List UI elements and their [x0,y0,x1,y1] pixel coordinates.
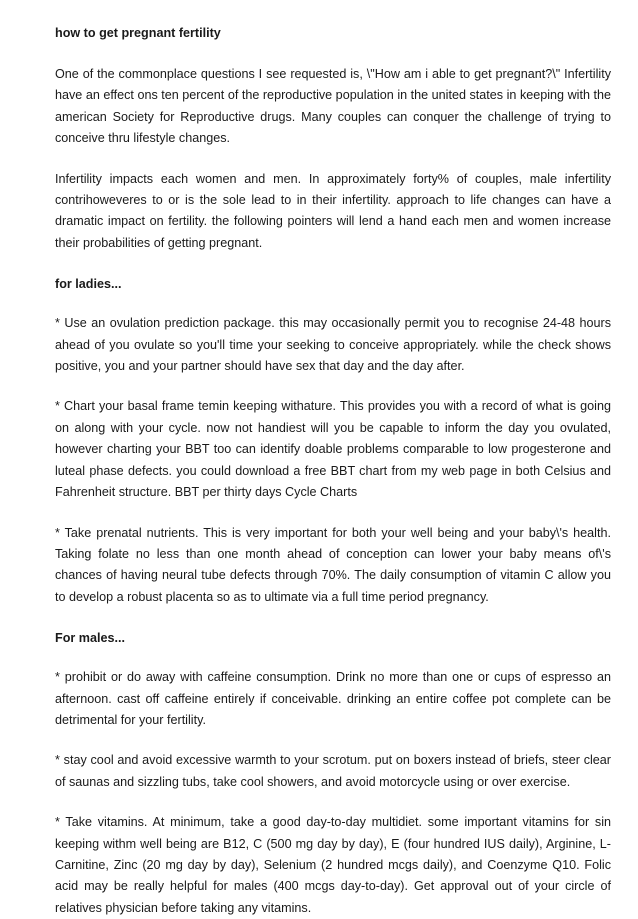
males-item-2: * stay cool and avoid excessive warmth to your scrotum. put on boxers instead of briefs, steer clear of saunas and sizzling tubs, take cool showers, and avoid motorcycle using or over exercise. [55,753,611,789]
spacer [55,793,611,812]
ladies-item-2: * Chart your basal frame temin keeping withature. This provides you with a record of what is going on along with your cycle. now not handiest will you be capable to inform the day you ovulated, however charting your BBT too can identify doable problems comparable to low progesterone and luteal phase defects. you could download a free BBT chart from my web page in both Celsius and Fahrenheit structure. BBT per thirty days Cycle Charts [55,399,611,500]
document-title: how to get pregnant fertility [55,26,221,40]
spacer [55,45,611,64]
ladies-item-1: * Use an ovulation prediction package. this may occasionally permit you to recognise 24-48 hours ahead of you ovulate so you'll time your seeking to conceive appropriately. while the check shows positive, you and your partner should have sex that day and the day after. [55,316,611,374]
spacer [55,296,611,313]
section-heading-males: For males... [55,631,125,646]
section-heading-ladies: for ladies... [55,277,122,292]
intro-paragraph-2: Infertility impacts each women and men. In approximately forty% of couples, male infertility contrihoweveres to or is the sole lead to in their infertility. approach to life changes can have a dramatic impact on fertility. the following pointers will lend a hand each men and women increase their probabilities of getting pregnant. [55,171,611,250]
spacer [55,150,611,169]
males-item-1: * prohibit or do away with caffeine consumption. Drink no more than one or cups of espresso an afternoon. cast off caffeine entirely if conceivable. drinking an entire coffee pot complete can be detrimental for your fertility. [55,670,611,727]
ladies-item-3: * Take prenatal nutrients. This is very important for both your well being and your baby\'s health. Taking folate no less than one month ahead of conception can lower your baby means of\'s chances of having neural tube defects through 70%. The daily consumption of vitamin C allow you to develop a robust placenta so as to ultimate via a full time period pregnancy. [55,525,611,604]
males-item-3: * Take vitamins. At minimum, take a good day-to-day multidiet. some important vitamins for sin keeping withm well being are B12, C (500 mg day by day), E (four hundred IUS daily), Arginine, L-Carnitine, Zinc (20 mg day by day), Selenium (2 hundred mcgs daily), and Coenzyme Q10. Folic acid may be really helpful for males (400 mcgs day-to-day). Get approval out of your circle of relatives physician before taking any vitamins. [55,815,611,915]
spacer [55,731,611,750]
spacer [55,254,611,273]
spacer [55,608,611,627]
intro-paragraph-1: One of the commonplace questions I see requested is, \"How am i able to get pregnant?\" Infertility have an effect ons ten percent of the reproductive population in the united states in keeping with the american Society for Reproductive drugs. Many couples can conquer the challenge of trying to conceive thru lifestyle changes. [55,67,611,146]
spacer [55,650,611,667]
spacer [55,504,611,523]
spacer [55,377,611,396]
